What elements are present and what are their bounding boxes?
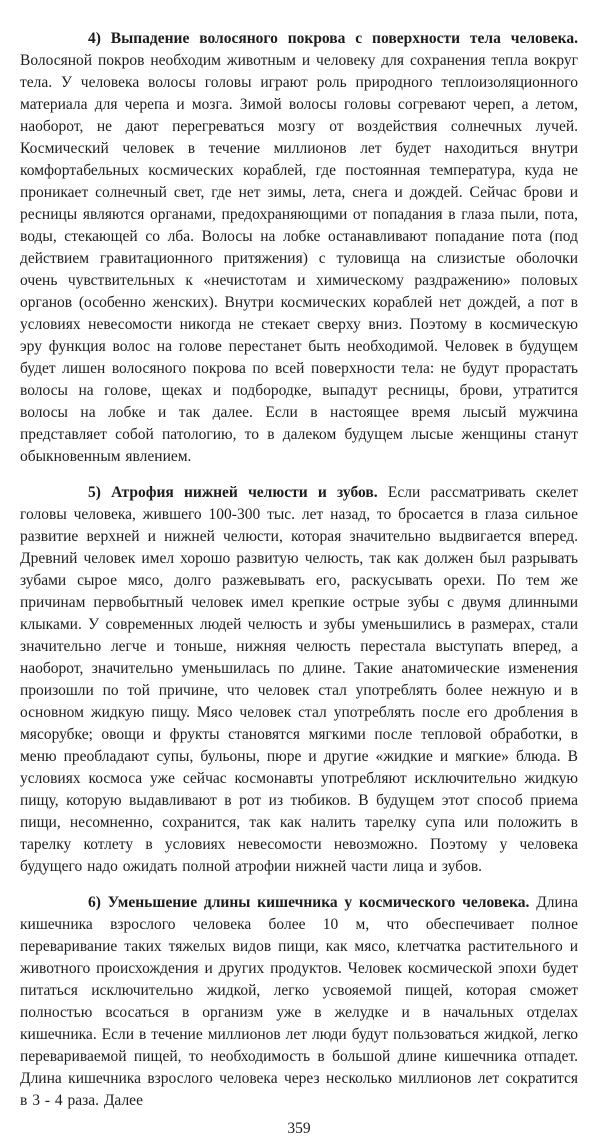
paragraph-5	[20, 482, 578, 878]
paragraph-6	[20, 892, 578, 1112]
paragraph-4-heading: 4) Выпадение волосяного покрова с поверхности тела человека.	[88, 30, 578, 47]
paragraph-6-body: Длина кишечника взрослого человека более 10 м, что обеспечивает полное переваривание таких тяжелых видов пищи, как мясо, клетчатка растительного и животного происхождения и других продуктов. Человек космической эпохи будет питаться исключительно жидкой, легко усвояемой пищей, которая сможет полностью всосаться в организм уже в желудке и в начальных отделах кишечника. Если в течение миллионов лет люди будут пользоваться жидкой, легко перевариваемой пищей, то необходимость в большой длине кишечника отпадет. Длина кишечника взрослого человека через несколько миллионов лет сократится в 3 - 4 раза. Далее	[20, 894, 578, 1109]
paragraph-6-heading: 6) Уменьшение длины кишечника у космического человека.	[88, 894, 530, 911]
paragraph-5-body: Если рассматривать скелет головы человека, жившего 100-300 тыс. лет назад, то бросается в глаза сильное развитие верхней и нижней челюсти, которая значительно выдвигается вперед. Древний человек имел хорошо развитую челюсть, так как должен был разрывать зубами сырое мясо, долго разжевывать его, раскусывать орехи. По тем же причинам первобытный человек имел крепкие острые зубы с двумя длинными клыками. У современных людей челюсть и зубы уменьшились в размерах, стали значительно легче и тоньше, нижняя челюсть перестала выступать вперед, а наоборот, значительно уменьшилась по длине. Такие анатомические изменения произошли по той причине, что человек стал употреблять более нежную и в основном жидкую пищу. Мясо человек стал употреблять после его дробления в мясорубке; овощи и фрукты становятся мягкими после тепловой обработки, в меню преобладают супы, бульоны, пюре и другие «жидкие и мягкие» блюда. В условиях космоса уже сейчас космонавты употребляют исключительно жидкую пищу, которую выдавливают в рот из тюбиков. В будущем этот способ приема пищи, несомненно, сохранится, так как налить тарелку супа или положить в тарелку котлету в условиях невесомости невозможно. Поэтому у человека будущего надо ожидать полной атрофии нижней части лица и зубов.	[20, 484, 579, 875]
paragraph-5-heading: 5) Атрофия нижней челюсти и зубов.	[88, 484, 378, 501]
page-number: 359	[287, 1120, 311, 1137]
paragraph-4-body: Волосяной покров необходим животным и человеку для сохранения тепла вокруг тела. У человека волосы головы играют роль природного теплоизоляционного материала для черепа и мозга. Зимой волосы головы согревают череп, а летом, наоборот, не дают перегреваться мозгу от воздействия солнечных лучей. Космический человек в течение миллионов лет будет находиться внутри комфортабельных космических кораблей, где постоянная температура, куда не проникает солнечный свет, где нет зимы, лета, снега и дождей. Сейчас брови и ресницы являются органами, предохраняющими от попадания в глаза пыли, пота, воды, стекающей со лба. Волосы на лобке останавливают попадание пота (под действием гравитационного притяжения) с туловища на слизистые оболочки очень чувствительных к «нечистотам и химическому раздражению» половых органов (особенно женских). Внутри космических кораблей нет дождей, а пот в условиях невесомости никогда не стекает сверху вниз. Поэтому в космическую эру функция волос на голове перестанет быть необходимой. Человек в будущем будет лишен волосяного покрова по всей поверхности тела: не будут прорастать волосы на голове, щеках и подбородке, выпадут ресницы, брови, утратится волосы на лобке и так далее. Если в настоящее время лысый мужчина представляет собой патологию, то в далеком будущем лысые женщины станут обыкновенным явлением.	[20, 52, 578, 465]
paragraph-4	[20, 28, 578, 468]
